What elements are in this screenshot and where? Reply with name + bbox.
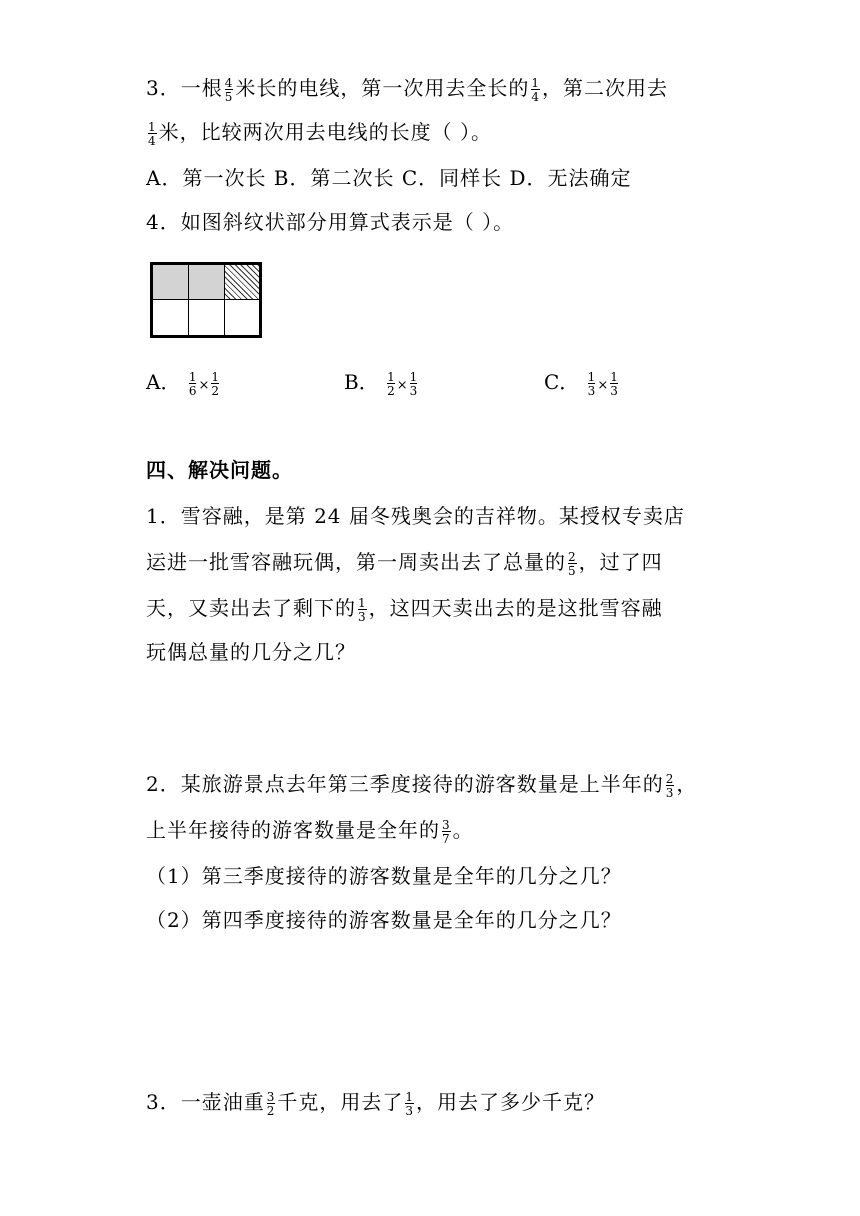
section-heading: 四、解决问题。: [146, 458, 293, 482]
q3-text: ，第二次用去: [542, 76, 669, 100]
fraction: $\frac{2}{3}$: [665, 771, 675, 800]
grid-cell-shaded: [152, 264, 189, 300]
fraction: $\frac{1}{4}$: [148, 119, 157, 148]
q3-options: A．第一次长 B．第二次长 C．同样长 D．无法确定: [146, 166, 632, 190]
problem1-line1: 1．雪容融，是第 24 届冬残奥会的吉祥物。某授权专卖店: [146, 504, 685, 528]
problem2-sub1: （1）第三季度接待的游客数量是全年的几分之几？: [146, 864, 622, 888]
fraction: $\frac{1}{4}$: [531, 75, 541, 104]
q4-option-c: C． $\frac{1}{3}$ × $\frac{1}{3}$: [544, 369, 618, 398]
q3-line1: [146, 74, 668, 103]
grid-cell-empty: [188, 299, 225, 336]
problem1-line4: 玩偶总量的几分之几？: [146, 640, 356, 664]
problem1-line3: 天，又卖出去了剩下的 $\frac{1}{3}$ ，这四天卖出去的是这批雪容融: [146, 595, 663, 624]
problem1-line2: 运进一批雪容融玩偶，第一周卖出去了总量的 $\frac{2}{5}$ ，过了四: [146, 549, 663, 578]
problem2-line2: 上半年接待的游客数量是全年的 $\frac{3}{7}$ 。: [146, 817, 474, 846]
fraction: $\frac{4}{5}$: [224, 75, 234, 104]
q3-text: 3．一根: [146, 76, 223, 100]
q4-text: 4．如图斜纹状部分用算式表示是（ ）。: [146, 210, 515, 234]
problem2-sub2: （2）第四季度接待的游客数量是全年的几分之几？: [146, 908, 622, 932]
fraction: $\frac{3}{2}$: [266, 1089, 276, 1118]
fraction: $\frac{3}{7}$: [442, 817, 451, 846]
problem2-line1: 2．某旅游景点去年第三季度接待的游客数量是上半年的 $\frac{2}{3}$ ，: [146, 771, 698, 800]
q3-line2: [146, 118, 492, 147]
fraction: $\frac{2}{5}$: [568, 549, 577, 578]
grid-cell-empty: [224, 299, 260, 336]
grid-cell-empty: [152, 299, 189, 336]
q3-text: 米，比较两次用去电线的长度（ ）。: [158, 120, 492, 144]
q3-text: 米长的电线，第一次用去全长的: [235, 76, 530, 100]
fraction-grid-figure: [150, 262, 262, 338]
q4-option-a: A． $\frac{1}{6}$ × $\frac{1}{2}$: [146, 369, 219, 398]
grid-cell-shaded: [188, 264, 225, 300]
fraction: $\frac{1}{3}$: [405, 1089, 415, 1118]
q4-option-b: B． $\frac{1}{2}$ × $\frac{1}{3}$: [344, 369, 418, 398]
fraction: $\frac{1}{3}$: [358, 595, 367, 624]
grid-cell-hatched: [224, 264, 260, 300]
problem3-line1: 3．一壶油重 $\frac{3}{2}$ 千克，用去了 $\frac{1}{3}$ ，用去了多少千克？: [146, 1089, 606, 1118]
